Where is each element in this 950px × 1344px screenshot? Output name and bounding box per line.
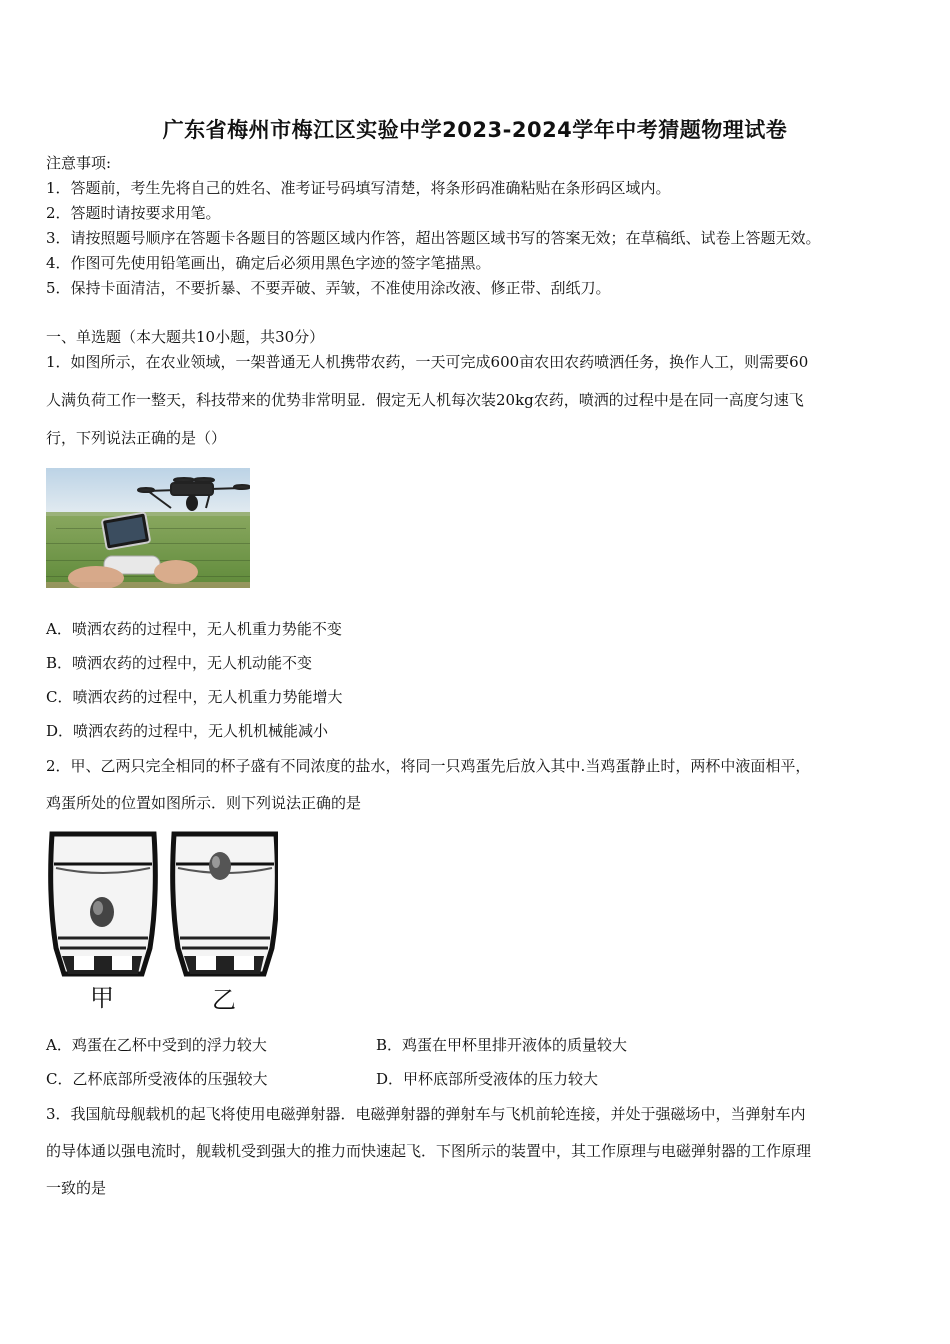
cup-label-right: 乙	[212, 986, 236, 1012]
option-c[interactable]: C．乙杯底部所受液体的压强较大	[46, 1070, 268, 1088]
option-d[interactable]: D．甲杯底部所受液体的压力较大	[376, 1070, 599, 1088]
notes-heading: 注意事项:	[46, 154, 112, 172]
question-2-line: 鸡蛋所处的位置如图所示．则下列说法正确的是	[46, 794, 362, 812]
question-3-line: 一致的是	[46, 1179, 107, 1197]
cups-figure	[46, 828, 278, 1012]
option-a[interactable]: A．喷洒农药的过程中，无人机重力势能不变	[46, 620, 342, 638]
drone-photo	[46, 468, 250, 588]
note-item: 2．答题时请按要求用笔。	[46, 204, 221, 222]
option-c[interactable]: C．喷洒农药的过程中，无人机重力势能增大	[46, 688, 343, 706]
note-item: 5．保持卡面清洁，不要折暴、不要弄破、弄皱，不准使用涂改液、修正带、刮纸刀。	[46, 279, 611, 297]
page-title: 广东省梅州市梅江区实验中学2023-2024学年中考猜题物理试卷	[162, 118, 788, 142]
option-d[interactable]: D．喷洒农药的过程中，无人机机械能减小	[46, 722, 329, 740]
question-3-line: 的导体通以强电流时，舰载机受到强大的推力而快速起飞．下图所示的装置中，其工作原理与电磁弹射器的工作原理	[46, 1142, 812, 1160]
cups-illustration	[46, 828, 278, 1012]
note-item: 4．作图可先使用铅笔画出，确定后必须用黑色字迹的签字笔描黑。	[46, 254, 491, 272]
cup-label-left: 甲	[90, 984, 114, 1012]
cup-jia	[51, 834, 156, 974]
question-2-line: 2．甲、乙两只完全相同的杯子盛有不同浓度的盐水，将同一只鸡蛋先后放入其中.当鸡蛋静止时，两杯中液面相平，	[46, 757, 811, 775]
option-b[interactable]: B．喷洒农药的过程中，无人机动能不变	[46, 654, 313, 672]
question-3-line: 3．我国航母舰载机的起飞将使用电磁弹射器．电磁弹射器的弹射车与飞机前轮连接，并处于强磁场中，当弹射车内	[46, 1105, 806, 1123]
option-b[interactable]: B．鸡蛋在甲杯里排开液体的质量较大	[376, 1036, 628, 1054]
question-1-line: 行，下列说法正确的是（）	[46, 429, 227, 447]
question-1-line: 人满负荷工作一整天，科技带来的优势非常明显．假定无人机每次装20kg农药，喷洒的过程中是在同一高度匀速飞	[46, 391, 804, 409]
section-heading: 一、单选题（本大题共10小题，共30分）	[46, 328, 325, 346]
option-a[interactable]: A．鸡蛋在乙杯中受到的浮力较大	[46, 1036, 267, 1054]
note-item: 3．请按照题号顺序在答题卡各题目的答题区域内作答，超出答题区域书写的答案无效；在草稿纸、试卷上答题无效。	[46, 229, 821, 247]
drone-photo-illustration	[46, 468, 250, 588]
cup-yi	[173, 834, 278, 974]
note-item: 1．答题前，考生先将自己的姓名、准考证号码填写清楚，将条形码准确粘贴在条形码区域内。	[46, 179, 671, 197]
question-1-line: 1．如图所示，在农业领域，一架普通无人机携带农药，一天可完成600亩农田农药喷洒任务，换作人工，则需要60	[46, 353, 809, 371]
